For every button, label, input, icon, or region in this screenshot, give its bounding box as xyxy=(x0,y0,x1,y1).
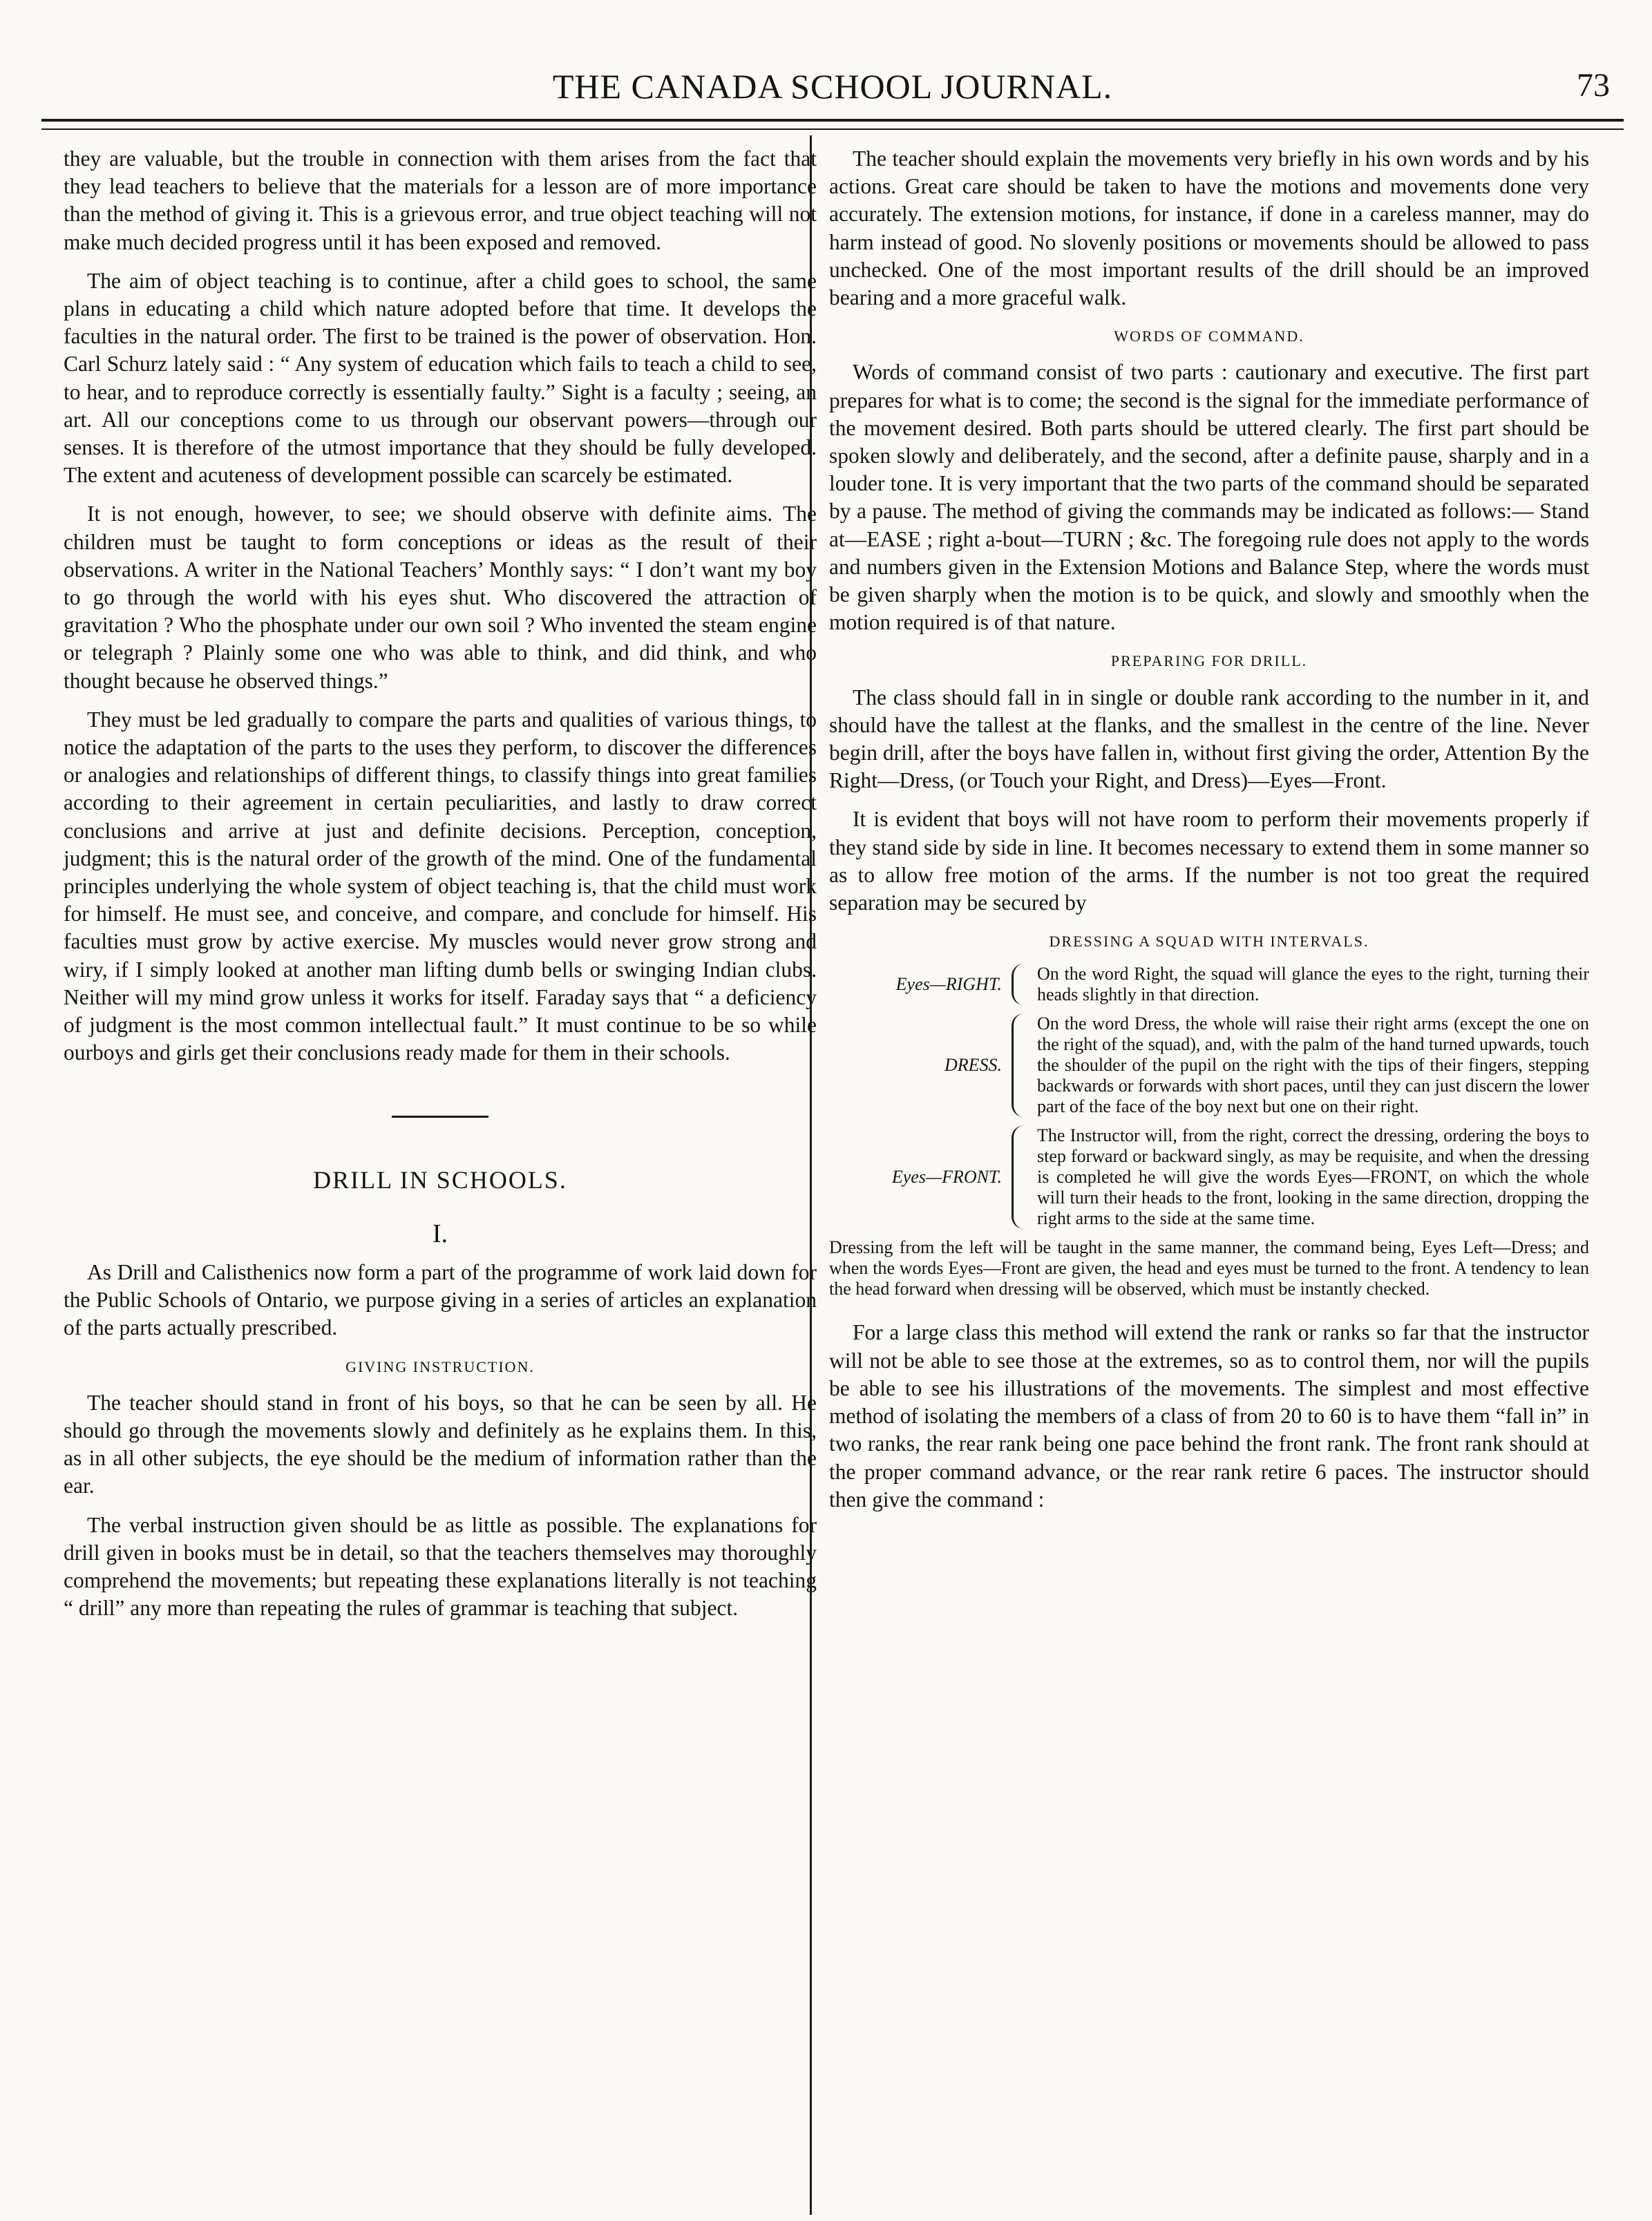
header-rule-thin xyxy=(41,128,1624,130)
subheading: PREPARING FOR DRILL. xyxy=(1110,652,1308,670)
page-number: 73 xyxy=(1577,67,1610,104)
command-label: DRESS. xyxy=(944,1055,1002,1076)
command-description: On the word Dress, the whole will raise their right arms (except the one on the right of the squad), and, with the palm of the hand turned upwards, touch the shoulder of the pupil on the right with the tips of their fingers, stepping backwards or forwards with short paces, until they can just discern the lower part of the face of the boy next but one on their right. xyxy=(1037,1013,1589,1117)
command-row xyxy=(829,964,1589,1005)
section-title: DRILL IN SCHOOLS. xyxy=(313,1165,567,1194)
command-label: Eyes—RIGHT. xyxy=(895,974,1002,995)
paragraph: they are valuable, but the trouble in connection with them arises from the fact that they lead teachers to believe that the materials for a lesson are of more importance than the method of giving it. This is a grievous error, and true object teaching will not make much decided progress until it has been exposed and removed. xyxy=(64,146,817,254)
paragraph: It is evident that boys will not have room to perform their movements properly if they stand side by side in line. It becomes necessary to extend them in some manner so as to allow free motion of the arms. If the number is not too great the required separation may be secured by xyxy=(829,807,1589,915)
subheading: WORDS OF COMMAND. xyxy=(1114,327,1304,345)
command-row xyxy=(829,1125,1589,1229)
section-divider xyxy=(392,1116,488,1118)
header-rule-thick xyxy=(41,119,1624,122)
command-table xyxy=(829,964,1589,1229)
paragraph: The verbal instruction given should be as little as possible. The explanations for drill given in books must be in detail, so that the teachers themselves may thoroughly comprehend the movements; but repeating these explanations literally is not teaching “ drill” any more than repeating the rules of grammar is teaching that subject. xyxy=(64,1512,817,1621)
paragraph: Words of command consist of two parts : cautionary and executive. The first part prepares for what is to come; the second is the signal for the immediate performance of the movement desired. Both parts should be uttered clearly. The first part should be spoken slowly and deliberately, and the second, after a definite pause, sharply and in a louder tone. It is very important that the two parts of the command should be separated by a pause. The method of giving the commands may be indicated as follows:— Stand at—EASE ; right a-bout—TURN ; &c. The foregoing rule does not apply to the words and numbers given in the Extension Motions and Balance Step, where the words must be given sharply when the motion is to be quick, and slowly and smoothly when the motion required is of that nature. xyxy=(829,360,1589,635)
command-description: On the word Right, the squad will glance the eyes to the right, turning their heads slightly in that direction. xyxy=(1037,964,1589,1005)
journal-title: THE CANADA SCHOOL JOURNAL. xyxy=(552,67,1113,106)
paragraph: As Drill and Calisthenics now form a part of the programme of work laid down for the Public Schools of Ontario, we purpose giving in a series of articles an explanation of the parts actually prescribed. xyxy=(64,1259,817,1340)
paragraph: For a large class this method will extend the rank or ranks so far that the instructor will not be able to see those at the extremes, so as to control them, nor will the pupils be able to see his illustrations of the movements. The simplest and most effective method of isolating the members of a class of from 20 to 60 is to have them “fall in” in two ranks, the rear rank being one pace behind the front rank. The front rank should at the proper command advance, or the rear rank retire 6 paces. The instructor should then give the command : xyxy=(829,1320,1589,1512)
paragraph: The class should fall in in single or double rank according to the number in it, and should have the tallest at the flanks, and the smallest in the centre of the line. Never begin drill, after the boys have fallen in, without first giving the order, Attention By the Right—Dress, (or Touch your Right, and Dress)—Eyes—Front. xyxy=(829,685,1589,793)
left-column xyxy=(64,145,817,1633)
command-label: Eyes—FRONT. xyxy=(891,1167,1002,1188)
right-column xyxy=(829,145,1589,1525)
paragraph: It is not enough, however, to see; we should observe with definite aims. The children must be taught to form conceptions or ideas as the result of their observations. A writer in the National Teachers’ Monthly says: “ I don’t want my boy to go through the world with his eyes shut. Who discovered the attraction of gravitation ? Who the phosphate under our own soil ? Who invented the steam engine or telegraph ? Plainly some one who was able to think, and did think, and who thought because he observed things.” xyxy=(64,502,817,693)
subheading: DRESSING A SQUAD WITH INTERVALS. xyxy=(1049,933,1369,951)
paragraph: The aim of object teaching is to continue, after a child goes to school, the same plans in educating a child which nature adopted before that time. It develops the faculties in the natural order. The first to be trained is the power of observation. Hon. Carl Schurz lately said : “ Any system of education which fails to teach a child to see, to hear, and to reproduce correctly is essentially faulty.” Sight is a faculty ; seeing, an art. All our conceptions come to us through our observant powers—through our senses. It is therefore of the utmost importance that they should be fully developed. The extent and acuteness of development possible can scarcely be estimated. xyxy=(64,268,817,488)
section-number: I. xyxy=(432,1219,448,1248)
command-description: The Instructor will, from the right, correct the dressing, ordering the boys to step forward or backward singly, as may be requisite, and when the dressing is completed he will give the words Eyes—FRONT, on which the whole will turn their heads to the front, looking in the same direction, dropping the right arms to the side at the same time. xyxy=(1037,1125,1589,1229)
brace xyxy=(1012,1013,1029,1117)
brace xyxy=(1012,964,1029,1005)
page-header xyxy=(41,66,1624,115)
command-row xyxy=(829,1013,1589,1117)
subheading: GIVING INSTRUCTION. xyxy=(345,1357,535,1375)
paragraph: They must be led gradually to compare the parts and qualities of various things, to notice the adaptation of the parts to the uses they perform, to discover the differences or analogies and relationships of different things, to classify things into great families according to their agreement in certain peculiarities, and lastly to draw correct conclusions and arrive at just and definite decisions. Perception, conception, judgment; this is the natural order of the growth of the mind. One of the fundamental principles underlying the whole system of object teaching is, that the child must work for himself. He must see, and conceive, and compare, and conclude for himself. His faculties must grow by active exercise. My muscles would never grow strong and wiry, if I simply looked at another man lifting dumb bells or swinging Indian clubs. Neither will my mind grow unless it works for itself. Faraday says that “ a deficiency of judgment is the most common intellectual fault.” It must continue to be so while ourboys and girls get their conclusions ready made for them in their schools. xyxy=(64,707,817,1065)
paragraph: The teacher should stand in front of his boys, so that he can be seen by all. He should go through the movements slowly and definitely as he explains them. In this, as in all other subjects, the eye should be the medium of information rather than the ear. xyxy=(64,1390,817,1498)
paragraph: The teacher should explain the movements very briefly in his own words and by his actions. Great care should be taken to have the motions and movements done very accurately. The extension motions, for instance, if done in a careless manner, may do harm instead of good. No slovenly positions or movements should be allowed to pass unchecked. One of the most important results of the drill should be an improved bearing and a more graceful walk. xyxy=(829,146,1589,310)
brace xyxy=(1012,1125,1029,1229)
note-paragraph: Dressing from the left will be taught in the same manner, the command being, Eyes Left—Dress; and when the words Eyes—Front are given, the head and eyes must be turned to the front. A tendency to lean the head forward when dressing will be observed, which must be instantly checked. xyxy=(829,1237,1589,1299)
